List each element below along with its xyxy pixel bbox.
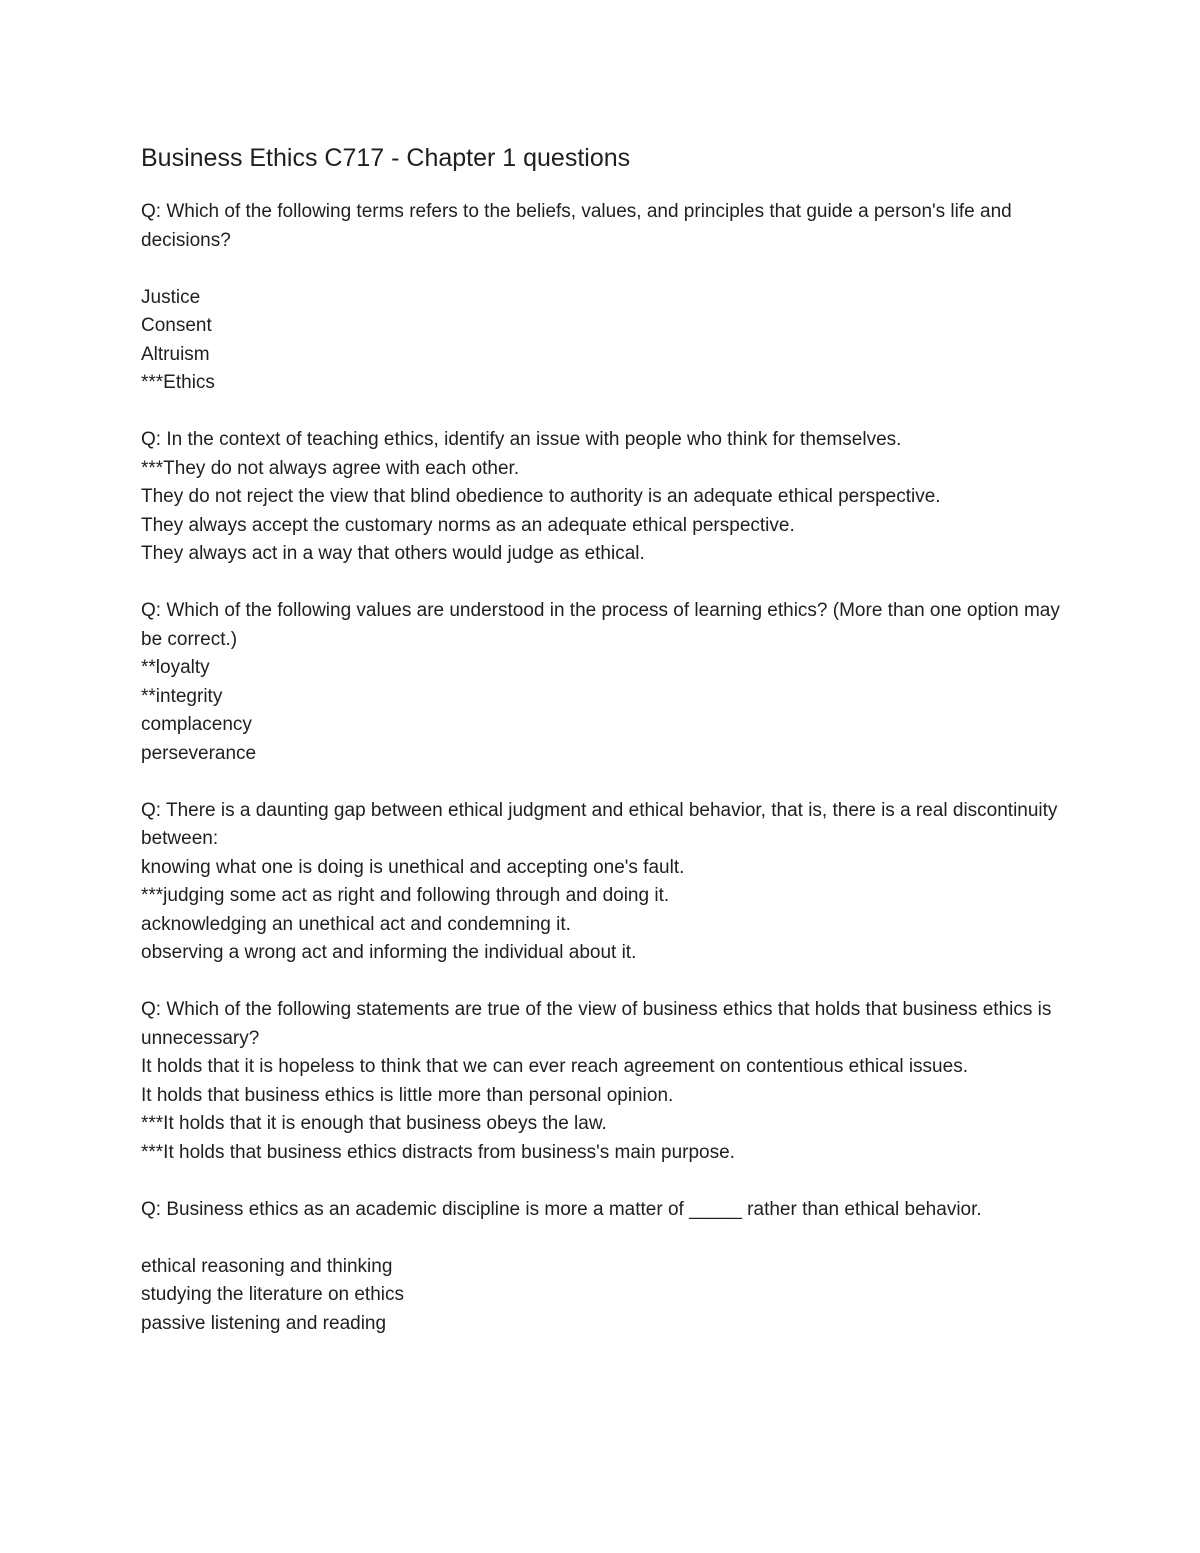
answer-option: knowing what one is doing is unethical and accepting one's fault. [141, 856, 685, 878]
document-page [141, 138, 1071, 1338]
spacer [141, 255, 1071, 284]
question-block-1 [141, 198, 1071, 398]
question-text: Q: Business ethics as an academic discipline is more a matter of _____ rather than ethical behavior. [141, 1198, 982, 1220]
answer-option: They do not reject the view that blind obedience to authority is an adequate ethical perspective. [141, 486, 941, 507]
answer-option-correct: ***judging some act as right and following through and doing it. [141, 885, 670, 906]
spacer [141, 768, 1071, 797]
answer-option: They always accept the customary norms as an adequate ethical perspective. [141, 514, 795, 536]
answer-option: Altruism [141, 343, 210, 365]
spacer [141, 1224, 1071, 1253]
answer-option: acknowledging an unethical act and condemning it. [141, 913, 571, 935]
answer-option: observing a wrong act and informing the individual about it. [141, 942, 637, 963]
question-block-4 [141, 797, 1071, 968]
answer-option: It holds that business ethics is little more than personal opinion. [141, 1084, 674, 1106]
answer-option-correct: ***They do not always agree with each other. [141, 457, 520, 479]
spacer [141, 968, 1071, 997]
question-text: Q: Which of the following terms refers to the beliefs, values, and principles that guide a person's life and decisions? [141, 201, 1017, 251]
answer-option: complacency [141, 714, 252, 735]
question-block-2 [141, 426, 1071, 569]
question-text: Q: There is a daunting gap between ethical judgment and ethical behavior, that is, there is a real discontinuity between: [141, 799, 1063, 849]
spacer [141, 398, 1071, 427]
spacer [141, 1167, 1071, 1196]
answer-option: passive listening and reading [141, 1312, 387, 1334]
answer-option: ethical reasoning and thinking [141, 1255, 393, 1277]
question-text: Q: In the context of teaching ethics, identify an issue with people who think for themselves. [141, 429, 902, 450]
spacer [141, 569, 1071, 598]
answer-option: studying the literature on ethics [141, 1284, 404, 1305]
answer-option-correct: ***It holds that business ethics distracts from business's main purpose. [141, 1141, 735, 1163]
question-text: Q: Which of the following statements are true of the view of business ethics that holds that business ethics is unnecessary? [141, 999, 1057, 1049]
answer-option-correct: **integrity [141, 685, 223, 707]
answer-option: They always act in a way that others would judge as ethical. [141, 543, 645, 564]
question-text: Q: Which of the following values are understood in the process of learning ethics? (More than one option may be correct.) [141, 600, 1066, 650]
question-block-6 [141, 1196, 1071, 1339]
answer-option: Consent [141, 315, 212, 336]
answer-option: It holds that it is hopeless to think that we can ever reach agreement on contentious ethical issues. [141, 1056, 968, 1077]
answer-option: perseverance [141, 742, 257, 764]
question-block-5 [141, 996, 1071, 1167]
document-title: Business Ethics C717 - Chapter 1 questions [141, 144, 631, 172]
answer-option-correct: **loyalty [141, 657, 210, 678]
question-block-3 [141, 597, 1071, 768]
answer-option-correct: ***Ethics [141, 372, 215, 393]
answer-option-correct: ***It holds that it is enough that business obeys the law. [141, 1113, 607, 1134]
answer-option: Justice [141, 286, 201, 308]
